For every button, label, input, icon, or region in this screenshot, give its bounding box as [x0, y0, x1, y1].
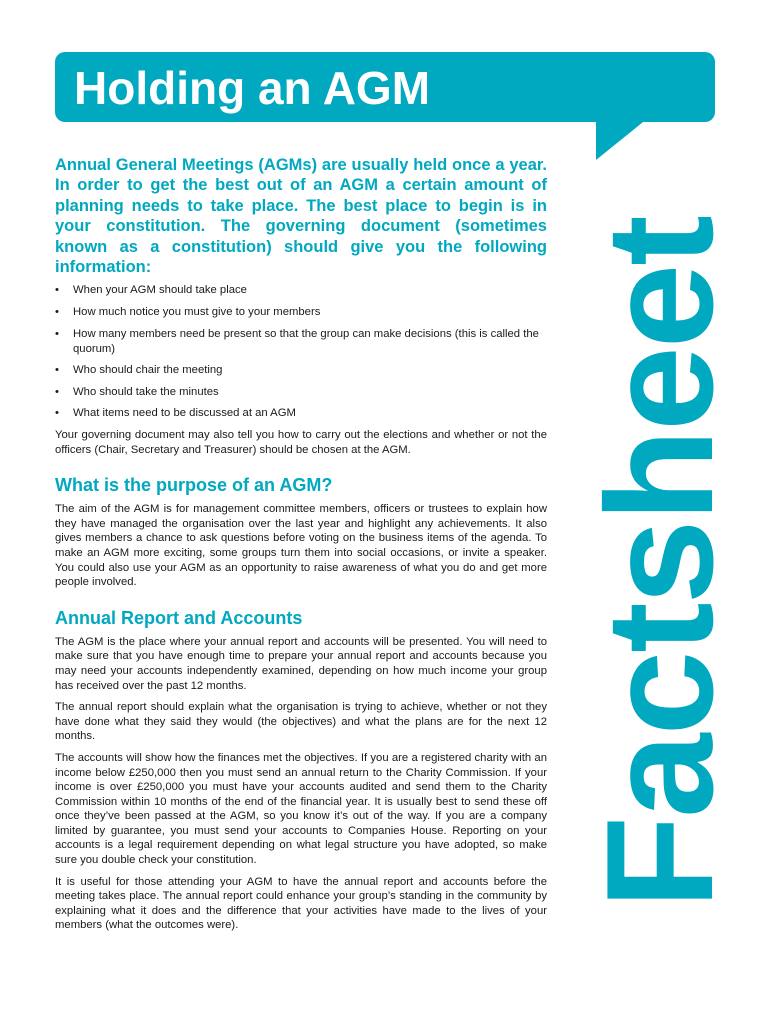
- intro-paragraph: Annual General Meetings (AGMs) are usually held once a year. In order to get the best out of an AGM a certain amount of planning needs to take place. The best place to begin is in your constitution. The governing document (sometimes known as a constitution) should give you the following information:: [55, 156, 547, 277]
- report-paragraph-3: The accounts will show how the finances met the objectives. If you are a registered charity with an income below £250,000 then you must send an annual return to the Charity Commission. If your income is over £250,000 you must have your accounts audited and send them to the Charity Commission within 10 months of the end of the financial year. It is usually best to send these off once they’ve been passed at the AGM, so you know it’s out of the way. If you are a company limited by guarantee, you must send your accounts to Companies House. Reporting on your accounts is a legal requirement depending on what legal structure you have adopted, so make sure you double check your constitution.: [55, 751, 547, 867]
- intro-closing-paragraph: Your governing document may also tell you how to carry out the elections and whether or not the officers (Chair, Secretary and Treasurer) should be chosen at the AGM.: [55, 429, 547, 456]
- bullet-icon: •: [55, 385, 59, 398]
- list-item: • Who should take the minutes: [55, 385, 219, 398]
- report-paragraph-4: It is useful for those attending your AGM to have the annual report and accounts before the meeting takes place. The annual report could enhance your group’s standing in the community by explaining what it does and the difference that your activities have made to the lives of your members (what the outcomes were).: [55, 875, 547, 932]
- constitution-info-list: [55, 283, 547, 421]
- report-paragraph-1: The AGM is the place where your annual report and accounts will be presented. You will need to make sure that you have enough time to prepare your annual report and accounts because you may need your accounts independently examined, depending on how much income your group has received over the past 12 months.: [55, 635, 547, 692]
- list-item: • Who should chair the meeting: [55, 364, 223, 377]
- main-content: [55, 155, 547, 940]
- report-heading: Annual Report and Accounts: [55, 607, 303, 628]
- bullet-icon: •: [55, 327, 59, 340]
- list-item: • How many members need be present so that the group can make decisions (this is called the quorum): [55, 327, 539, 355]
- bullet-icon: •: [55, 306, 59, 319]
- list-item: • What items need to be discussed at an AGM: [55, 407, 296, 420]
- purpose-heading: What is the purpose of an AGM?: [55, 475, 333, 496]
- bullet-icon: •: [55, 407, 59, 420]
- purpose-paragraph: The aim of the AGM is for management committee members, officers or trustees to explain how they have managed the organisation over the last year and highlight any achievements. It also gives members a chance to ask questions before voting on the business items of the agenda. To make an AGM more exciting, some groups turn them into social occasions, or invite a speaker. You could also use your AGM as an opportunity to raise awareness of what you do and get more people involved.: [55, 503, 547, 589]
- list-item: • When your AGM should take place: [55, 284, 247, 297]
- bullet-icon: •: [55, 364, 59, 377]
- page-title: Holding an AGM: [74, 62, 431, 114]
- bullet-icon: •: [55, 284, 59, 297]
- factsheet-text: Factsheet: [575, 217, 745, 909]
- list-item: • How much notice you must give to your members: [55, 306, 321, 319]
- speech-bubble-tail: [596, 118, 648, 160]
- report-paragraph-2: The annual report should explain what the organisation is trying to achieve, whether or not they have done what they said they would (the objectives) and what the plans are for the next 12 months.: [55, 701, 547, 743]
